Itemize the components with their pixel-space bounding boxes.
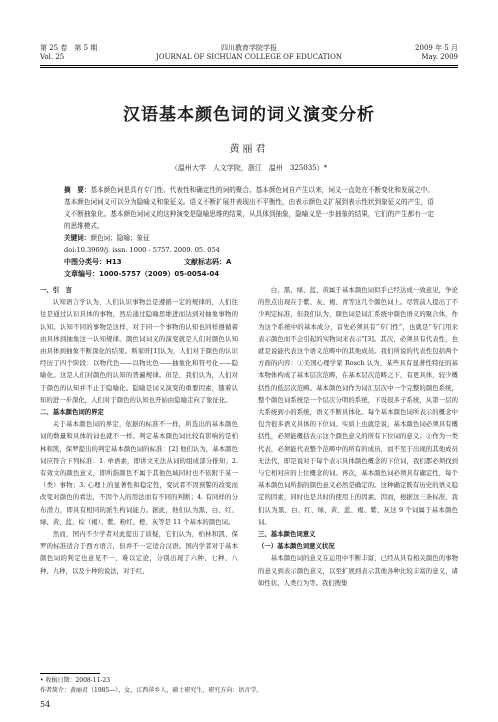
footnote [40,676,460,696]
header-issue-cn: 第 25 卷 第 5 期 [40,44,98,52]
abstract-label: 摘 要： [64,186,91,194]
paragraph: 认知语言学认为，人们认识事物总是遵循一定的规律的，人们往往是通过认识具体的事物，然后通过隐喻思维进而达到对抽象事物的认知。认知不同的事物是这样，对于同一个事物的认知也同样遵循着由具体到抽象这一认知规律。颜色词词义的演变就是人们对颜色认知由具体到抽象不断深化的结果。斯家旺[1]认为，人们对于颜色的认识经历了四个阶段：以物代色——以物比色——抽象化和符号化——隐喻化。这是人们对颜色的认知的普遍规律。但是，我们认为，人们对于颜色的认知并不止于隐喻化。隐喻是词义演变的重要因素，随着认知的进一步深化，人们对于颜色的认知也开始由隐喻走向了象征化。 [40,298,238,404]
right-column [258,284,458,589]
header-volume-en: Vol. 25 [40,53,65,61]
author-name: 黄丽君 [229,144,269,155]
received-date-text: 收稿日期：2008-11-23 [45,677,111,684]
section-heading: 三、基本颜色词意义 [258,530,316,539]
header-rule-thick [40,65,458,66]
section-heading: 一、引 言 [40,286,72,294]
footnote-rule [40,673,100,674]
header-date-cn: 2009 年 5 月 [415,44,458,52]
article-id: 文章编号：1000-5757（2009）05-0054-04 [64,270,220,278]
subsection-heading: （一）基本颜色词意义状况 [258,542,335,551]
author-bio: 作者简介：黄丽君（1985—），女，江西萍乡人，硕士研究生，研究方向：语言学。 [40,687,263,694]
header-journal-en: JOURNAL OF SICHUAN COLLEGE OF EDUCATION [156,53,342,61]
left-column [40,284,238,577]
header-journal-cn: 四川教育学院学报 [221,44,277,52]
classification-line [64,256,444,280]
page-number: 54 [40,700,51,709]
header-journal [40,44,458,62]
doi: doi:10.3969/j. issn. 1000 - 5757. 2009. 05. 054 [64,246,220,254]
keywords-text: 颜色词；隐喻；象征 [90,234,150,242]
paragraph: 关于基本颜色词的界定，依据的标准不一样，所选出的基本颜色词的数量和具体的词也就不一样。判定基本颜色词比较有影响的是柏林和凯，保罗提出的判定基本颜色词的标准：[2] 他们认为，基本颜色词应符合下列标准：1. 单语素，即讲文无法从词的组成部分推知；2. 有效文的颜色意义，即所指颜色不属于其他色域同时也不依附于某一（类）事物；3. 心理上的显著性和稳定性，变试者不因预警的改变而改变对颜色的看法，不因个人的用法而有不同的判断；4. 有同样的分布潜力，即具有相同的派生构词能力。据此，他们认为黑、白、红、绿、黄、蓝、棕（褐）、紫、粉红、橙、灰等是 11 个基本的颜色词。 [40,420,238,526]
paragraph: 白、黑、绿、蓝、黄属于基本颜色词似乎已经达成一致意见，争论的焦点出现在于紫、灰、褐、青等这几个颜色词上。尽管前人提出了不少判定标准，但我们认为，颜色词是词汇系统中颜色语义的聚合体，作为这个系统中的基本成分，首先必须具有“专门性”，也就是“专门用来表示颜色而不会引起的实物词来表示”[3]。其次，必须具有代表性，也就是说能代表这个语义范畴中的其他成员。我们所说的代表性包括两个方面的内容：①美国心理学家 Rosch 认为，某些具有显著性特征的基本物体构成了基本层次范畴，在基本层次范畴之下，有更具体，较少概括性的低层次范畴。基本颜色词作为词汇层次中一个完整的颜色系统，整个颜色词系统是一个层次分明的系统，下设很多子系统，从第一层的大系统到小的系统，语义不断具体化。每个基本颜色词所表示的概念中包含很多语义具体的下位词。实质上也就是说，基本颜色词必须具有概括性，必须能概括表示这个颜色意义的所有下位词的意义；②作为一类代表，必须能代表整个范畴中的所有的成员，而不至于出现的其他成员无法代，即是说对于每个表示具体颜色概念的下位词，我们都必须找到与它相对应的上位概念的词。再次，基本颜色词必须具有确定性，每个基本颜色词所指的颜色意义必然是确定的。这种确定既有历史的语义稳定的因素，同时也是共时的使用上的因素。因而，根据这三条标准，我们认为黑、白、红、绿、黄、蓝、褐、紫、灰这 9 个词属于基本颜色词。 [258,286,458,526]
document-code: 文献标志码：A [184,258,232,266]
clc-number: 中图分类号：H13 [64,258,122,266]
paragraph: 基本颜色词的意义在运用中不断丰富，已经从具有相关颜色的事物的意义到表示颜色意义，以至扩展到表示其他各种比较丰富的意义，诸如性状、人类行为等。我们搜集 [258,554,458,587]
received-date: • 收稿日期：2008-11-23 [40,677,111,684]
keywords [64,232,434,244]
article-title: 汉语基本颜色词的词义演变分析 [123,105,375,125]
keywords-label: 关键词： [64,234,91,242]
header-date [415,44,458,62]
abstract [64,184,434,232]
abstract-text: 基本颜色词是具有专门性、代表性和确定性的词的聚合。基本颜色词自产生以来，词义一直处在不断变化和发展之中。基本颜色词词义可以分为隐喻义和象征义。语义不断扩展并表现出不平衡性，由表示颜色义扩展到表示性状到象征义的产生，语义不断抽象化。基本颜色词词义的这种演变是隐喻思维的结果，从具体到抽象，隐喻义是一步抽象的结果，它们的产生都有一定的思维模式。 [64,186,435,230]
header-rule-thin [40,67,458,68]
author-affiliation: （温州大学 人文学院，浙江 温州 325035）* [170,164,328,172]
section-heading: 二、基本颜色词的界定 [40,408,104,417]
header-date-en: May. 2009 [421,53,458,61]
paragraph: 然而，国内不少学者对此提出了质疑，它们认为，柏林和凯、保罗的标准适合于西方语言，但并不一定适合汉语。国内学者对于基本颜色词的判定也意见不一，难以定论，分别出现了六种、七种、八种、九种，以及十种的说法，对于红、 [40,530,238,575]
